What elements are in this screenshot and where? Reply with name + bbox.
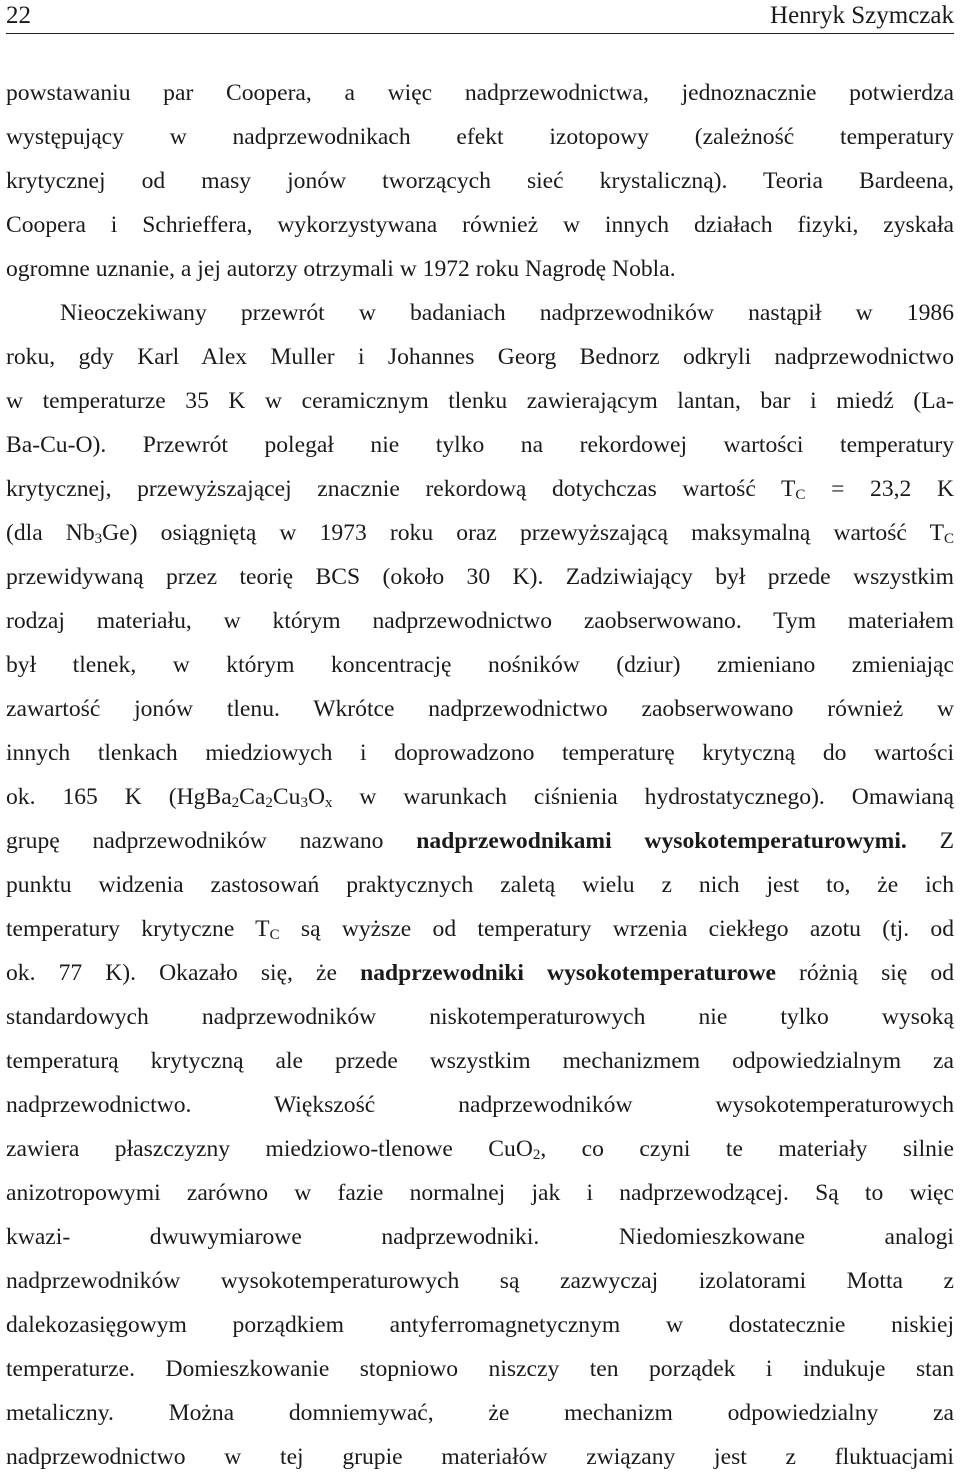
text-line: występujący w nadprzewodnikach efekt izotopowy (zależność temperatury: [6, 124, 954, 150]
text-line: zawiera płaszczyzny miedziowo-tlenowe CuO$_2$, co czyni te materiały silnie: [6, 1136, 954, 1163]
text-line: ok. 77 K). Okazało się, że nadprzewodniki wysokotemperaturowe różnią się od: [6, 960, 954, 986]
text-line: standardowych nadprzewodników niskotemperaturowych nie tylko wysoką: [6, 1004, 954, 1030]
text-line: (dla $Nb_3Ge$) osiągniętą w 1973 roku oraz przewyższającą maksymalną wartość $T_C$: [6, 520, 954, 547]
running-head-author: Henryk Szymczak: [770, 2, 954, 29]
text-line: krytycznej od masy jonów tworzących sieć krystaliczną). Teoria Bardeena,: [6, 168, 954, 194]
page-header: [6, 0, 954, 34]
text-line: kwazi- dwuwymiarowe nadprzewodniki. Niedomieszkowane analogi: [6, 1224, 954, 1250]
text-line: innych tlenkach miedziowych i doprowadzono temperaturę krytyczną do wartości: [6, 740, 954, 766]
text-line: grupę nadprzewodników nazwano nadprzewodnikami wysokotemperaturowymi. Z: [6, 828, 955, 854]
text-line: ok. 165 K ($HgBa_2Ca_2Cu_3O_x$ w warunkach ciśnienia hydrostatycznego). Omawianą: [6, 784, 954, 811]
text-line: roku, gdy Karl Alex Muller i Johannes Georg Bednorz odkryli nadprzewodnictwo: [6, 344, 954, 370]
text-line: temperaturą krytyczną ale przede wszystkim mechanizmem odpowiedzialnym za: [6, 1048, 954, 1074]
bold-term: nadprzewodnikami wysokotemperaturowymi.: [416, 828, 907, 854]
text-line: dalekozasięgowym porządkiem antyferromagnetycznym w dostatecznie niskiej: [6, 1312, 954, 1338]
text-line: zawartość jonów tlenu. Wkrótce nadprzewodnictwo zaobserwowano również w: [6, 696, 954, 722]
text-line: w temperaturze 35 K w ceramicznym tlenku zawierającym lantan, bar i miedź (La-: [6, 388, 954, 414]
text-line: Ba-Cu-O). Przewrót polegał nie tylko na rekordowej wartości temperatury: [6, 432, 954, 458]
text-line: rodzaj materiału, w którym nadprzewodnictwo zaobserwowano. Tym materiałem: [6, 608, 954, 634]
page-number: 22: [6, 2, 31, 29]
text-line: temperatury krytyczne $T_C$ są wyższe od temperatury wrzenia ciekłego azotu (tj. od: [6, 916, 955, 943]
text-line: powstawaniu par Coopera, a więc nadprzewodnictwa, jednoznacznie potwierdza: [6, 80, 954, 106]
text-line: temperaturze. Domieszkowanie stopniowo niszczy ten porządek i indukuje stan: [6, 1356, 954, 1382]
paragraph-first-line: Nieoczekiwany przewrót w badaniach nadprzewodników nastąpił w 1986: [60, 300, 954, 326]
text-line: ogromne uznanie, a jej autorzy otrzymali w 1972 roku Nagrodę Nobla.: [6, 256, 676, 282]
text-line: nadprzewodników wysokotemperaturowych są zazwyczaj izolatorami Motta z: [6, 1268, 954, 1294]
text-line: anizotropowymi zarówno w fazie normalnej jak i nadprzewodzącej. Są to więc: [6, 1180, 954, 1206]
text-line: był tlenek, w którym koncentrację nośników (dziur) zmieniano zmieniając: [6, 652, 954, 678]
text-line: przewidywaną przez teorię BCS (około 30 K). Zadziwiający był przede wszystkim: [6, 564, 954, 590]
text-line: krytycznej, przewyższającej znacznie rekordową dotychczas wartość $T_C = 23,2$ K: [6, 476, 954, 503]
text-line: punktu widzenia zastosowań praktycznych zaletą wielu z nich jest to, że ich: [6, 872, 954, 898]
text-line: metaliczny. Można domniemywać, że mechanizm odpowiedzialny za: [6, 1400, 954, 1426]
bold-term: nadprzewodniki wysokotemperaturowe: [360, 960, 776, 986]
text-line: nadprzewodnictwo w tej grupie materiałów związany jest z fluktuacjami: [6, 1444, 954, 1470]
text-line: nadprzewodnictwo. Większość nadprzewodników wysokotemperaturowych: [6, 1092, 954, 1118]
text-line: Coopera i Schrieffera, wykorzystywana również w innych działach fizyki, zyskała: [6, 212, 954, 238]
